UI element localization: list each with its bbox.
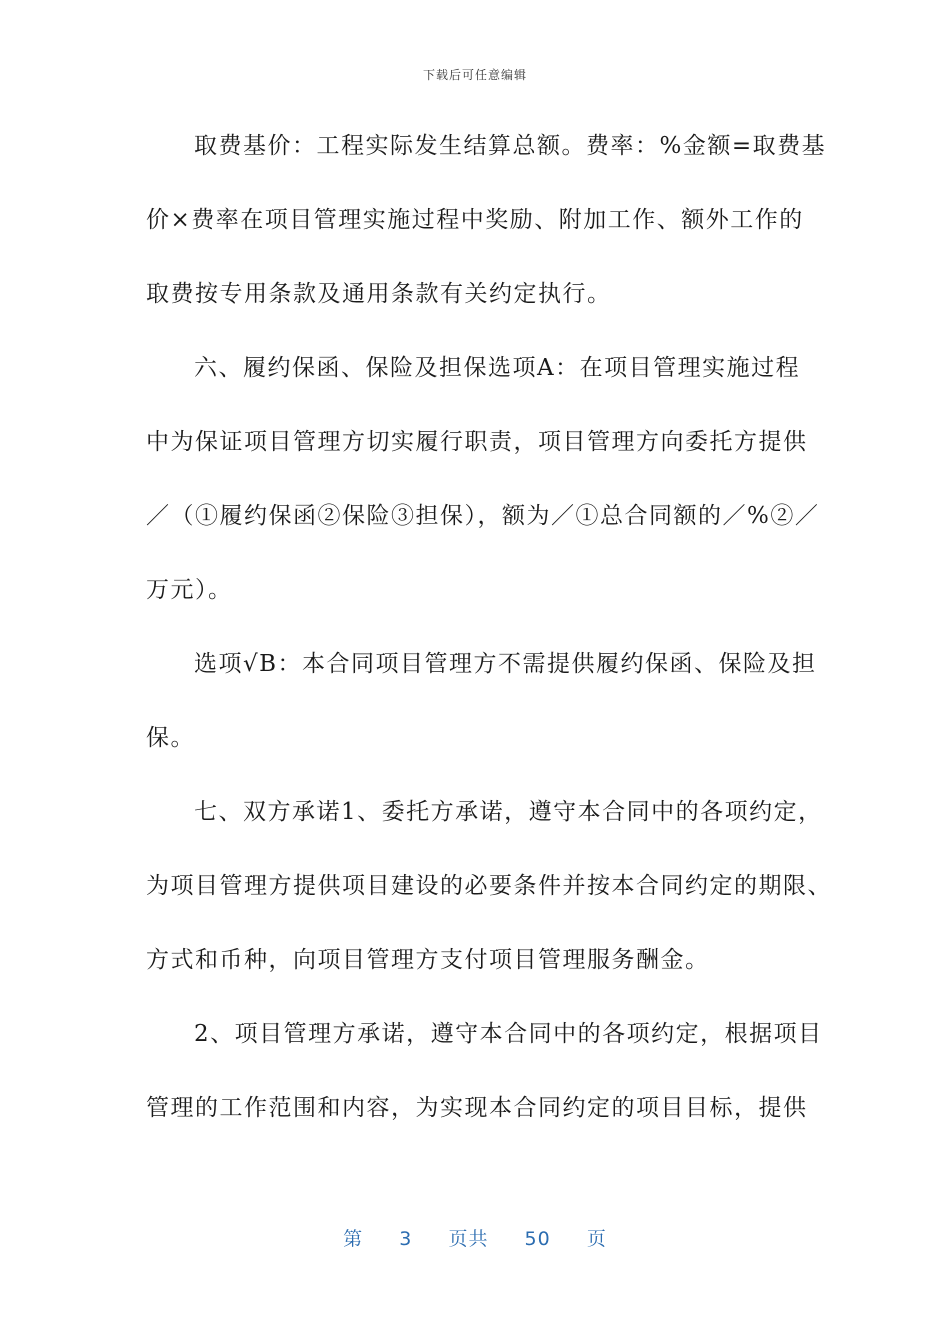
paragraph-line: 方式和币种，向项目管理方支付项目管理服务酬金。 bbox=[146, 947, 710, 973]
paragraph-line: 万元）。 bbox=[146, 577, 233, 603]
paragraph-line: 管理的工作范围和内容，为实现本合同约定的项目目标，提供 bbox=[146, 1095, 808, 1121]
paragraph-line: 七、双方承诺1、委托方承诺，遵守本合同中的各项约定， bbox=[194, 799, 823, 825]
paragraph-line: 为项目管理方提供项目建设的必要条件并按本合同约定的期限、 bbox=[146, 873, 832, 899]
paragraph-line: ／（①履约保函②保险③担保），额为／①总合同额的／%②／ bbox=[146, 503, 820, 529]
paragraph-line: 取费基价：工程实际发生结算总额。费率：%金额=取费基 bbox=[194, 133, 827, 159]
header-note: 下载后可任意编辑 bbox=[422, 68, 527, 82]
page-footer bbox=[0, 1224, 950, 1251]
paragraph-line: 2、项目管理方承诺，遵守本合同中的各项约定，根据项目 bbox=[194, 1021, 823, 1047]
page-label-prefix: 第 bbox=[343, 1228, 364, 1250]
page-total-number: 50 bbox=[524, 1228, 551, 1250]
paragraph-line: 六、履约保函、保险及担保选项A：在项目管理实施过程 bbox=[194, 355, 801, 381]
paragraph-line: 价×费率在项目管理实施过程中奖励、附加工作、额外工作的 bbox=[146, 207, 804, 233]
page-current-number: 3 bbox=[399, 1228, 413, 1250]
paragraph-line: 选项√B：本合同项目管理方不需提供履约保函、保险及担 bbox=[194, 651, 817, 677]
paragraph-line: 取费按专用条款及通用条款有关约定执行。 bbox=[146, 281, 612, 307]
paragraph-line: 中为保证项目管理方切实履行职责，项目管理方向委托方提供 bbox=[146, 429, 808, 455]
body-text bbox=[146, 118, 832, 1154]
paragraph-line: 保。 bbox=[146, 725, 195, 751]
page-label-mid: 页共 bbox=[448, 1228, 489, 1250]
page-label-suffix: 页 bbox=[586, 1228, 607, 1250]
